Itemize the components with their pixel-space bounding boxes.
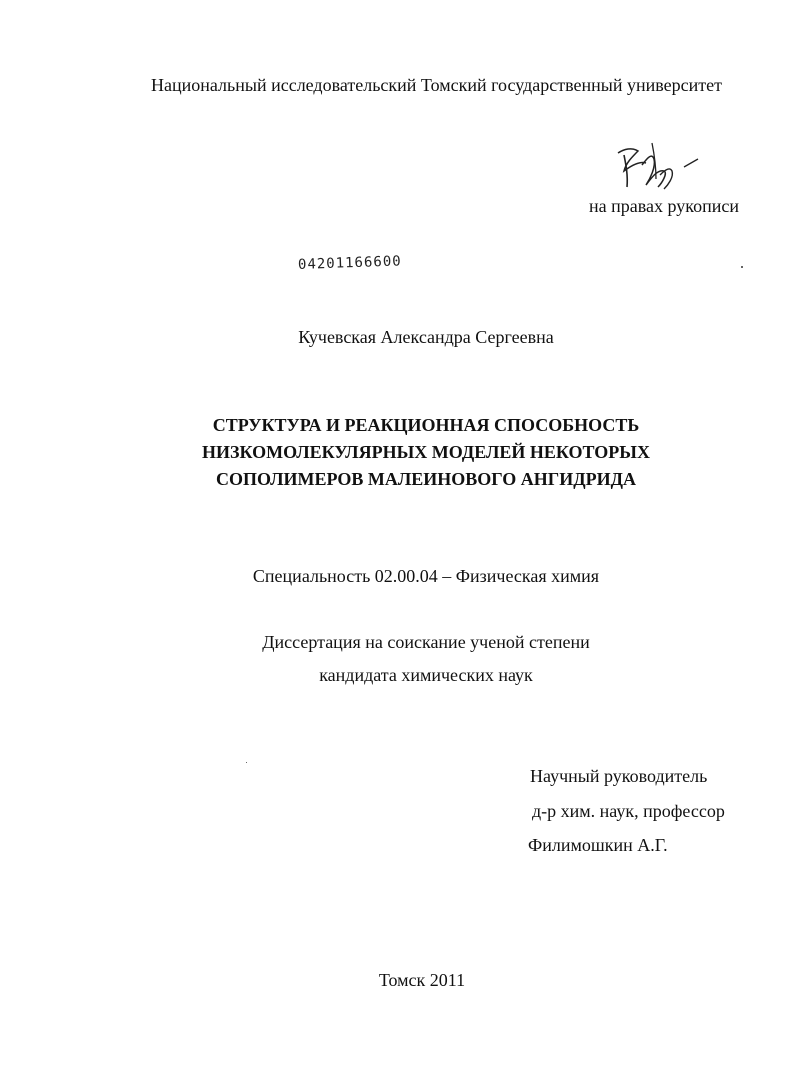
title-line-2: НИЗКОМОЛЕКУЛЯРНЫХ МОДЕЛЕЙ НЕКОТОРЫХ <box>202 442 650 462</box>
manuscript-rights-label: на правах рукописи <box>589 196 739 216</box>
specialty-line: Специальность 02.00.04 – Физическая химия <box>252 566 600 586</box>
city-year: Томск 2011 <box>378 970 466 990</box>
stray-dot-mark <box>246 762 247 763</box>
title-line-3: СОПОЛИМЕРОВ МАЛЕИНОВОГО АНГИДРИДА <box>215 469 637 489</box>
registration-stamp-number: 04201166600 <box>297 253 402 273</box>
degree-line-2: кандидата химических наук <box>319 665 533 685</box>
dissertation-title <box>0 412 793 493</box>
handwritten-signature <box>612 135 707 200</box>
supervisor-role: Научный руководитель <box>530 766 708 786</box>
author-name: Кучевская Александра Сергеевна <box>298 327 554 347</box>
supervisor-name: Филимошкин А.Г. <box>528 835 668 855</box>
university-name: Национальный исследовательский Томский государственный университет <box>151 75 722 95</box>
title-line-1: СТРУКТУРА И РЕАКЦИОННАЯ СПОСОБНОСТЬ <box>212 415 640 435</box>
stray-dot-mark <box>741 266 743 268</box>
supervisor-credentials: д-р хим. наук, профессор <box>532 801 725 821</box>
degree-line-1: Диссертация на соискание ученой степени <box>262 632 590 652</box>
